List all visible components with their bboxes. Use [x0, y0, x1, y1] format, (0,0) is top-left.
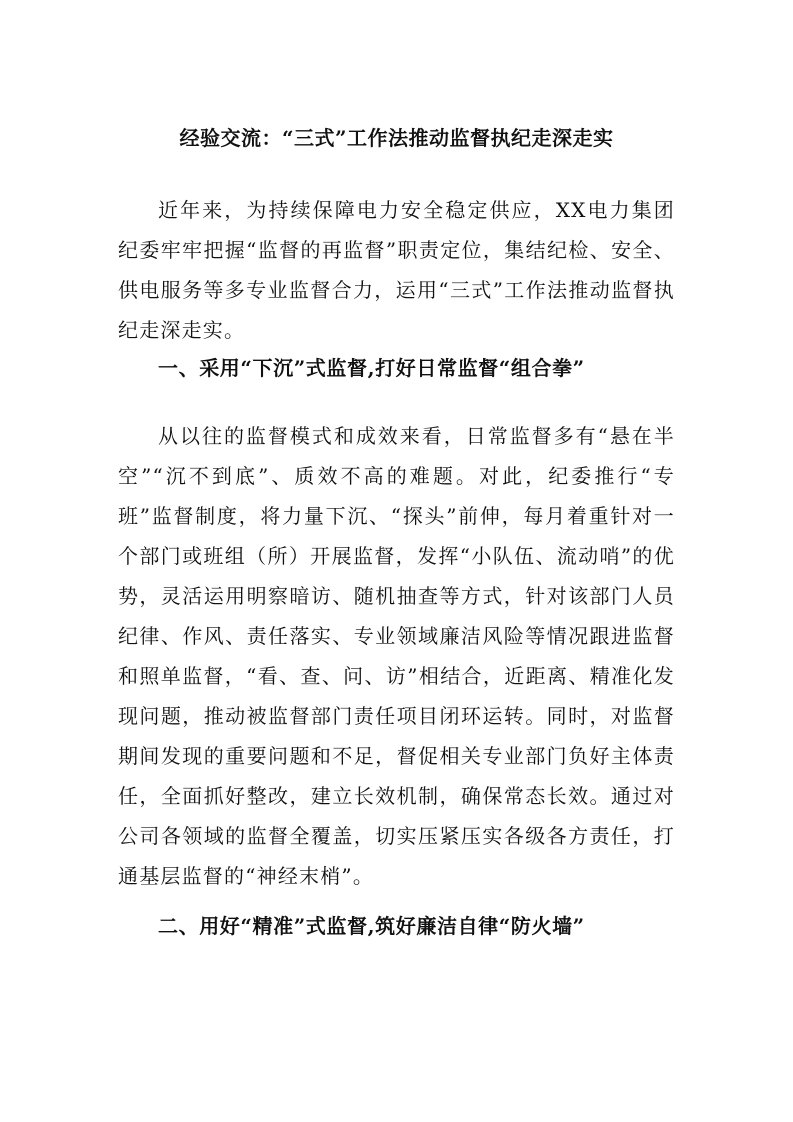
section-body-1: 从以往的监督模式和成效来看，日常监督多有“悬在半空”“沉不到底”、质效不高的难题。对此，纪委推行“专班”监督制度，将力量下沉、“探头”前伸，每月着重针对一个部门或班组（所）开展监督，发挥“小队伍、流动哨”的优势，灵活运用明察暗访、随机抽查等方式，针对该部门人员纪律、作风、责任落实、专业领域廉洁风险等情况跟进监督和照单监督，“看、查、问、访”相结合，近距离、精准化发现问题，推动被监督部门责任项目闭环运转。同时，对监督期间发现的重要问题和不足，督促相关专业部门负好主体责任，全面抓好整改，建立长效机制，确保常态长效。通过对公司各领域的监督全覆盖，切实压紧压实各级各方责任，打通基层监督的“神经末梢”。: [118, 424, 675, 888]
document-title: 经验交流：“三式”工作法推动监督执纪走深走实: [179, 126, 614, 150]
intro-paragraph: 近年来，为持续保障电力安全稳定供应，XX电力集团纪委牢牢把握“监督的再监督”职责定位，集结纪检、安全、供电服务等多专业监督合力，运用“三式”工作法推动监督执纪走深走实。: [118, 198, 675, 342]
section-heading-2: 二、用好“精准”式监督,筑好廉洁自律“防火墙”: [158, 914, 585, 938]
section-heading-1: 一、采用“下沉”式监督,打好日常监督“组合拳”: [158, 356, 585, 380]
